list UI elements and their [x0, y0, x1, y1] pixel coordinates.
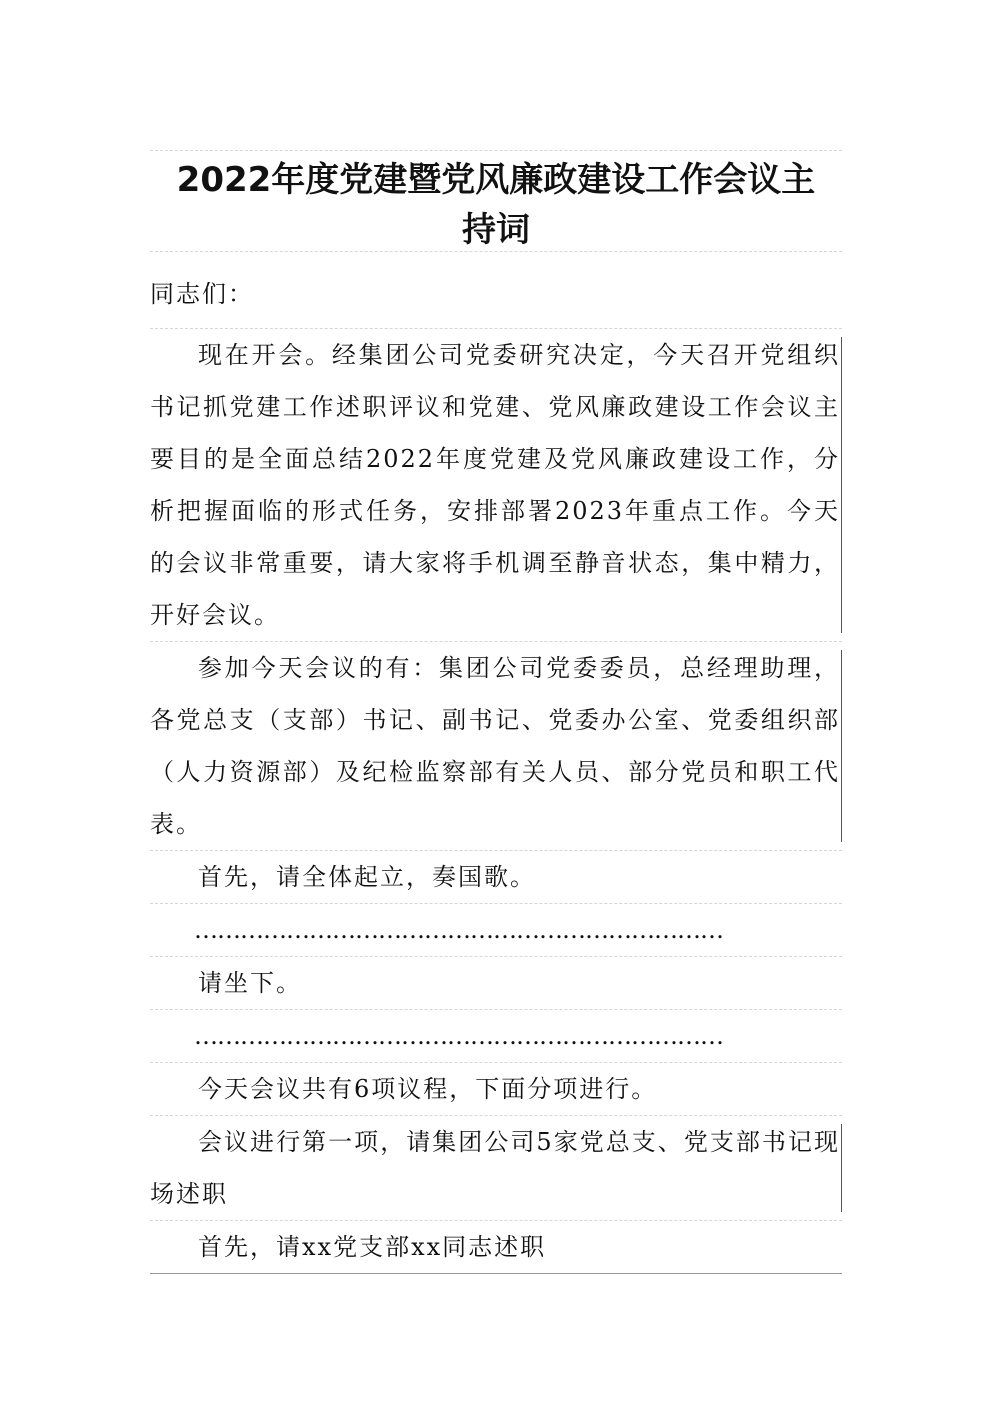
title-line-1: 2022年度党建暨党风廉政建设工作会议主: [176, 160, 816, 200]
paragraph-agenda: 今天会议共有6项议程，下面分项进行。: [198, 1075, 658, 1103]
document-page: [150, 150, 842, 1274]
paragraph-sit-down: 请坐下。: [198, 969, 302, 997]
paragraph-opening: 现在开会。经集团公司党委研究决定，今天召开党组织书记抓党建工作述职评议和党建、党风廉政建设工作会议主要目的是全面总结2022年度党建及党风廉政建设工作，分析把握面临的形式任务，安排部署2023年重点工作。今天的会议非常重要，请大家将手机调至静音状态，集中精力，开好会议。: [150, 329, 840, 641]
paragraph-attendees: 参加今天会议的有：集团公司党委委员，总经理助理，各党总支（支部）书记、副书记、党委办公室、党委组织部（人力资源部）及纪检监察部有关人员、部分党员和职工代表。: [150, 642, 840, 850]
greeting: 同志们：: [150, 280, 254, 308]
title-line-2: 持词: [462, 210, 530, 250]
ellipsis-line: ……………………………………………………………: [194, 1022, 723, 1050]
ellipsis-line: ……………………………………………………………: [194, 916, 723, 944]
paragraph-item-one: 会议进行第一项，请集团公司5家党总支、党支部书记现场述职: [150, 1116, 840, 1220]
paragraph-anthem: 首先，请全体起立，奏国歌。: [198, 863, 536, 891]
bottom-rule: [150, 1273, 842, 1274]
document-title: [150, 151, 842, 251]
paragraph-first-speaker: 首先，请xx党支部xx同志述职: [198, 1233, 547, 1261]
